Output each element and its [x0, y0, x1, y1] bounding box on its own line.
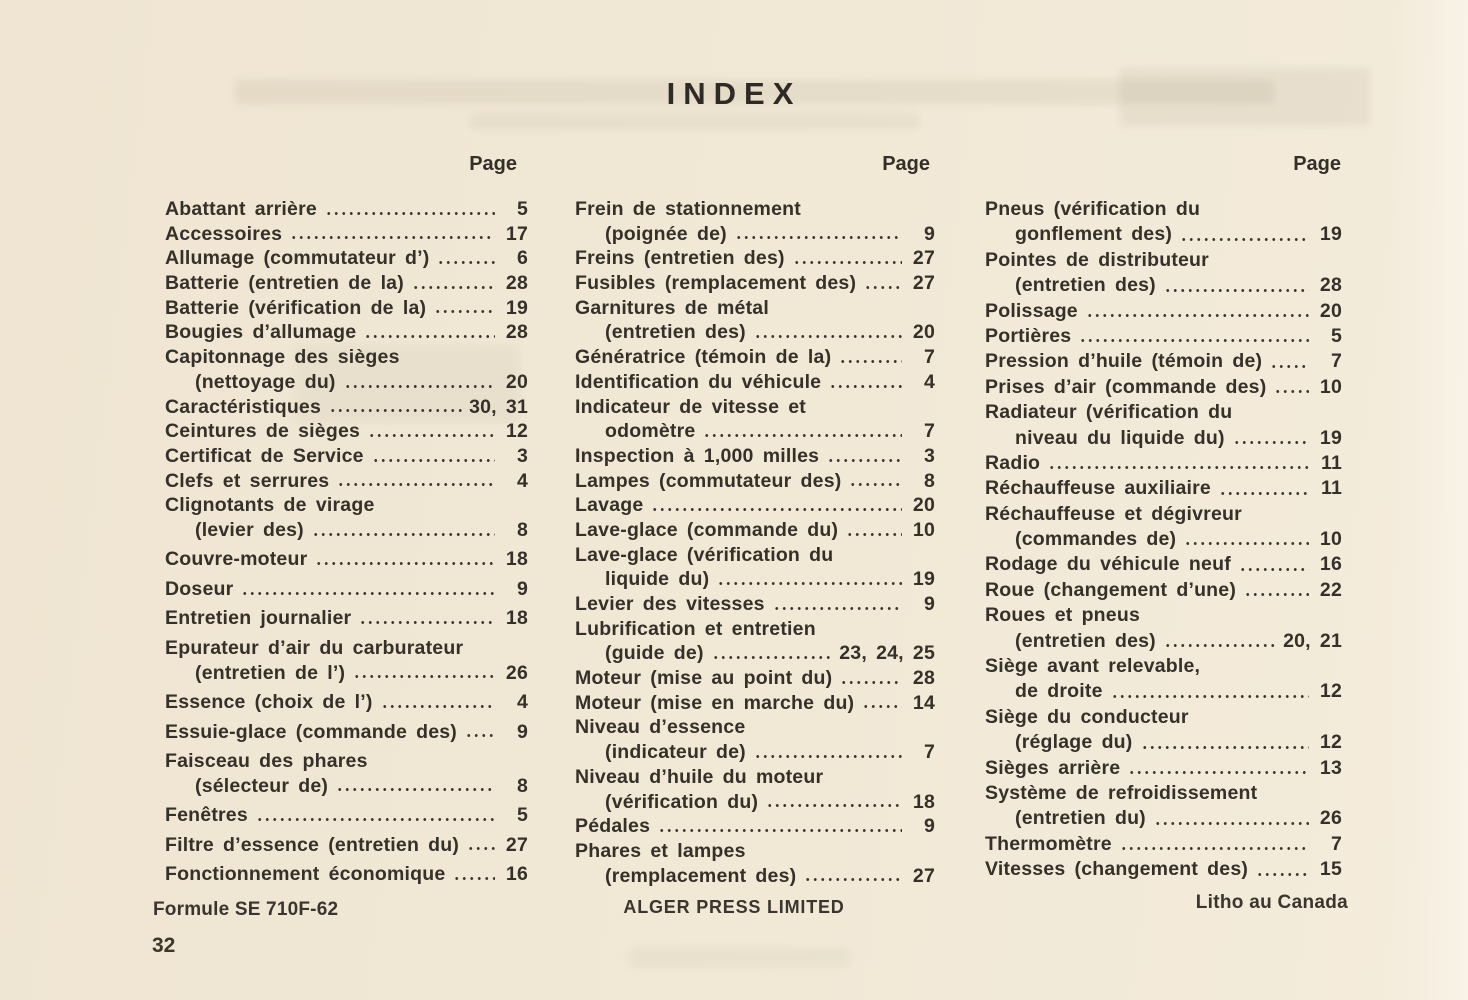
index-entry-row: [985, 502, 1342, 527]
index-entry-row: [575, 715, 935, 740]
index-entry-row: [575, 222, 935, 247]
index-entry-row: [985, 349, 1342, 374]
dot-leader: [467, 833, 495, 858]
page-column-header-2: Page: [882, 153, 930, 175]
dot-leader: [793, 246, 902, 271]
entry-label: Roue (changement d’une): [985, 578, 1237, 601]
index-entry-row: [575, 864, 935, 889]
entry-label: (levier des): [195, 518, 304, 541]
index-entry-row: [575, 469, 935, 494]
dot-leader: [1256, 857, 1309, 882]
index-entry-row: [575, 444, 935, 469]
index-entry-row: [575, 592, 935, 617]
index-entry-row: [165, 493, 528, 518]
entry-page-number: 4: [923, 370, 935, 393]
entry-page-number: 26: [1319, 807, 1342, 830]
dot-leader: [651, 493, 902, 518]
entry-label: Radiateur (vérification du: [985, 401, 1233, 424]
index-entry-row: [985, 324, 1342, 349]
entry-label: Rodage du véhicule neuf: [985, 553, 1231, 576]
index-entry-row: [165, 862, 528, 887]
index-entry-row: [575, 543, 935, 568]
index-entry-row: [165, 320, 528, 345]
entry-page-number: 8: [516, 774, 528, 797]
entry-page-number: 12: [505, 420, 528, 443]
index-entry-row: [165, 444, 528, 469]
entry-label: (entretien du): [1015, 807, 1146, 830]
entry-page-number: 27: [912, 864, 935, 887]
entry-label: Pneus (vérification du: [985, 198, 1201, 220]
index-entry-row: [165, 774, 528, 799]
dot-leader: [735, 222, 902, 247]
dot-leader: [1270, 349, 1309, 374]
entry-label: de droite: [1015, 680, 1103, 703]
entry-label: Caractéristiques: [165, 395, 322, 418]
entry-label: Entretien journalier: [165, 607, 352, 630]
index-entry-row: [575, 691, 935, 716]
index-entry-row: [985, 426, 1342, 451]
dot-leader: [290, 222, 495, 247]
index-entry-row: [165, 271, 528, 296]
index-entry-row: [575, 814, 935, 839]
dot-leader: [1048, 451, 1309, 476]
entry-page-number: 9: [516, 720, 528, 743]
index-entry-row: [985, 578, 1342, 603]
entry-label: Réchauffeuse et dégivreur: [985, 502, 1242, 525]
entry-label: Abattant arrière: [165, 198, 317, 220]
index-entry-row: [985, 476, 1342, 501]
dot-leader: [839, 345, 902, 370]
entry-page-number: 12: [1319, 731, 1342, 754]
entry-page-number: 5: [1330, 324, 1342, 347]
index-entry-row: [165, 469, 528, 494]
index-entry-row: [985, 705, 1342, 730]
dot-leader: [840, 666, 902, 691]
index-entry-row: [575, 641, 935, 666]
entry-label: Niveau d’huile du moteur: [575, 765, 824, 788]
entry-page-number: 30, 31: [469, 395, 528, 418]
index-entry-row: [165, 518, 528, 543]
entry-label: Thermomètre: [985, 832, 1112, 855]
entry-label: Clefs et serrures: [165, 469, 330, 492]
entry-page-number: 11: [1320, 477, 1342, 500]
dot-leader: [827, 444, 902, 469]
entry-label: gonflement des): [1015, 223, 1173, 246]
index-entry-row: [985, 832, 1342, 857]
entry-page-number: 3: [516, 444, 528, 467]
dot-leader: [712, 641, 833, 666]
entry-page-number: 7: [923, 346, 935, 369]
dot-leader: [1219, 476, 1309, 501]
entry-page-number: 28: [1319, 274, 1342, 297]
index-entry-row: [985, 400, 1342, 425]
index-entry-row: [165, 720, 528, 745]
entry-label: Lubrification et entretien: [575, 617, 816, 640]
entry-label: Siège du conducteur: [985, 705, 1189, 728]
entry-page-number: 7: [923, 420, 935, 443]
entry-label: odomètre: [605, 420, 696, 443]
dot-leader: [315, 547, 495, 572]
dot-leader: [437, 246, 495, 271]
index-entry-row: [985, 222, 1342, 247]
entry-page-number: 17: [505, 222, 528, 245]
index-entry-row: [985, 273, 1342, 298]
index-entry-row: [985, 781, 1342, 806]
entry-page-number: 4: [516, 469, 528, 492]
entry-label: Polissage: [985, 299, 1078, 322]
entry-page-number: 26: [505, 661, 528, 684]
entry-page-number: 9: [923, 222, 935, 245]
entry-label: Niveau d’essence: [575, 716, 746, 739]
index-entry-row: [575, 395, 935, 420]
entry-label: Sièges arrière: [985, 756, 1121, 779]
entry-label: (entretien des): [1015, 274, 1156, 297]
entry-page-number: 9: [516, 577, 528, 600]
index-entry-row: [575, 666, 935, 691]
entry-page-number: 6: [516, 247, 528, 270]
entry-page-number: 11: [1320, 451, 1342, 474]
entry-label: Faisceau des phares: [165, 750, 368, 773]
dot-leader: [804, 864, 902, 889]
entry-label: Identification du véhicule: [575, 370, 822, 393]
folio-page-number: 32: [152, 934, 176, 957]
index-entry-row: [165, 547, 528, 572]
index-entry-row: [575, 320, 935, 345]
entry-page-number: 20: [912, 321, 935, 344]
entry-label: Accessoires: [165, 222, 283, 245]
entry-label: (vérification du): [605, 790, 759, 813]
index-column-2: [575, 197, 935, 888]
entry-label: Ceintures de sièges: [165, 420, 361, 443]
dot-leader: [434, 296, 495, 321]
entry-page-number: 4: [516, 691, 528, 714]
index-entry-row: [575, 740, 935, 765]
entry-page-number: 22: [1319, 578, 1342, 601]
entry-label: Moteur (mise en marche du): [575, 691, 855, 714]
entry-label: Pédales: [575, 815, 651, 838]
entry-label: Portières: [985, 324, 1072, 347]
entry-label: (entretien des): [605, 321, 746, 344]
entry-page-number: 27: [912, 272, 935, 295]
entry-label: Frein de stationnement: [575, 198, 801, 220]
dot-leader: [256, 803, 495, 828]
index-entry-row: [165, 833, 528, 858]
entry-label: Lave-glace (commande du): [575, 518, 839, 541]
dot-leader: [353, 661, 495, 686]
entry-label: Essence (choix de l’): [165, 691, 373, 714]
entry-page-number: 15: [1319, 858, 1342, 881]
entry-page-number: 20: [1319, 299, 1342, 322]
entry-label: Levier des vitesses: [575, 593, 765, 615]
dot-leader: [1086, 299, 1309, 324]
dot-leader: [1180, 222, 1309, 247]
entry-label: (guide de): [605, 642, 704, 665]
showthrough-ghost: [630, 948, 850, 968]
entry-page-number: 18: [505, 548, 528, 571]
index-entry-row: [575, 271, 935, 296]
entry-label: Phares et lampes: [575, 839, 746, 862]
entry-page-number: 28: [505, 272, 528, 295]
entry-page-number: 19: [912, 568, 935, 591]
dot-leader: [381, 690, 495, 715]
entry-label: Batterie (vérification de la): [165, 296, 427, 319]
index-entry-row: [165, 577, 528, 602]
dot-leader: [312, 518, 495, 543]
dot-leader: [325, 197, 495, 222]
entry-page-number: 19: [1319, 223, 1342, 246]
entry-label: Filtre d’essence (entretien du): [165, 833, 460, 856]
dot-leader: [846, 518, 902, 543]
index-entry-row: [985, 679, 1342, 704]
entry-page-number: 19: [1319, 426, 1342, 449]
dot-leader: [465, 720, 495, 745]
index-entry-row: [575, 296, 935, 321]
entry-label: Génératrice (témoin de la): [575, 346, 832, 369]
index-column-3: [985, 197, 1342, 883]
dot-leader: [337, 469, 495, 494]
entry-label: Capitonnage des sièges: [165, 346, 400, 369]
footer-form-number: Formule SE 710F-62: [153, 899, 339, 920]
index-entry-row: [575, 419, 935, 444]
entry-page-number: 7: [1330, 832, 1342, 855]
dot-leader: [364, 320, 495, 345]
index-entry-row: [165, 690, 528, 715]
index-entry-row: [985, 654, 1342, 679]
entry-page-number: 7: [923, 741, 935, 764]
index-entry-row: [985, 552, 1342, 577]
entry-page-number: 20: [912, 494, 935, 517]
page-edge-highlight: [1396, 0, 1468, 1000]
entry-page-number: 27: [912, 247, 935, 270]
entry-label: (indicateur de): [605, 741, 746, 764]
dot-leader: [1184, 527, 1309, 552]
index-entry-row: [985, 248, 1342, 273]
index-entry-row: [985, 603, 1342, 628]
index-entry-row: [985, 527, 1342, 552]
dot-leader: [862, 691, 902, 716]
entry-page-number: 10: [1319, 528, 1342, 551]
dot-leader: [1079, 324, 1309, 349]
entry-label: Siège avant relevable,: [985, 655, 1201, 678]
entry-label: (réglage du): [1015, 731, 1133, 754]
index-entry-row: [985, 629, 1342, 654]
dot-leader: [241, 577, 495, 602]
entry-label: (sélecteur de): [195, 774, 329, 797]
entry-label: Lampes (commutateur des): [575, 469, 842, 492]
dot-leader: [849, 469, 902, 494]
entry-page-number: 27: [505, 833, 528, 856]
index-entry-row: [985, 299, 1342, 324]
dot-leader: [1111, 679, 1309, 704]
index-entry-row: [165, 419, 528, 444]
index-entry-row: [575, 790, 935, 815]
index-entry-row: [575, 839, 935, 864]
entry-page-number: 16: [505, 863, 528, 886]
index-entry-row: [165, 636, 528, 661]
entry-label: Vitesses (changement des): [985, 858, 1249, 881]
index-entry-row: [985, 857, 1342, 882]
entry-label: Radio: [985, 451, 1041, 474]
entry-label: liquide du): [605, 568, 710, 591]
entry-page-number: 13: [1319, 756, 1342, 779]
entry-page-number: 20: [505, 370, 528, 393]
entry-page-number: 12: [1319, 680, 1342, 703]
entry-label: Epurateur d’air du carburateur: [165, 636, 464, 659]
entry-page-number: 18: [505, 607, 528, 630]
index-column-1: [165, 197, 528, 887]
dot-leader: [658, 814, 902, 839]
index-entry-row: [165, 749, 528, 774]
entry-page-number: 3: [923, 444, 935, 467]
entry-page-number: 16: [1319, 553, 1342, 576]
index-entry-row: [575, 370, 935, 395]
dot-leader: [336, 774, 495, 799]
entry-page-number: 18: [912, 790, 935, 813]
dot-leader: [344, 370, 495, 395]
page-title: INDEX: [666, 76, 802, 111]
entry-label: (commandes de): [1015, 528, 1177, 551]
entry-label: Réchauffeuse auxiliaire: [985, 477, 1211, 500]
dot-leader: [1164, 629, 1276, 654]
dot-leader: [1239, 552, 1309, 577]
index-entry-row: [575, 518, 935, 543]
index-entry-row: [575, 197, 935, 222]
showthrough-ghost: [470, 113, 920, 129]
entry-label: Lave-glace (vérification du: [575, 543, 834, 566]
entry-page-number: 28: [505, 321, 528, 344]
dot-leader: [864, 271, 902, 296]
dot-leader: [766, 790, 902, 815]
dot-leader: [1233, 426, 1309, 451]
entry-label: Fonctionnement économique: [165, 863, 446, 886]
index-entry-row: [165, 222, 528, 247]
index-entry-row: [575, 493, 935, 518]
entry-label: Allumage (commutateur d’): [165, 247, 430, 270]
dot-leader: [1154, 806, 1309, 831]
index-entry-row: [165, 395, 528, 420]
entry-label: Lavage: [575, 494, 644, 517]
entry-page-number: 10: [912, 518, 935, 541]
dot-leader: [1120, 832, 1309, 857]
dot-leader: [368, 419, 495, 444]
dot-leader: [703, 419, 902, 444]
index-entry-row: [165, 661, 528, 686]
entry-page-number: 28: [912, 667, 935, 690]
index-entry-row: [165, 370, 528, 395]
index-entry-row: [575, 617, 935, 642]
dot-leader: [773, 592, 902, 617]
dot-leader: [829, 370, 902, 395]
entry-label: Batterie (entretien de la): [165, 272, 404, 295]
page-column-header-3: Page: [1293, 153, 1341, 175]
entry-page-number: 9: [923, 593, 935, 615]
index-entry-row: [165, 803, 528, 828]
index-entry-row: [575, 765, 935, 790]
entry-label: Clignotants de virage: [165, 494, 375, 517]
index-entry-row: [985, 730, 1342, 755]
entry-label: Essuie-glace (commande des): [165, 720, 457, 743]
index-entry-row: [165, 606, 528, 631]
footer-litho-note: Litho au Canada: [1195, 892, 1348, 913]
entry-label: Fenêtres: [165, 804, 248, 827]
entry-label: (entretien des): [1015, 629, 1156, 652]
dot-leader: [717, 567, 902, 592]
index-entry-row: [985, 197, 1342, 222]
dot-leader: [754, 740, 902, 765]
dot-leader: [1164, 273, 1309, 298]
entry-page-number: 23, 24, 25: [839, 642, 935, 665]
dot-leader: [412, 271, 495, 296]
entry-label: Système de refroidissement: [985, 781, 1258, 804]
entry-label: Moteur (mise au point du): [575, 667, 833, 690]
index-entry-row: [985, 756, 1342, 781]
dot-leader: [372, 444, 495, 469]
dot-leader: [359, 606, 495, 631]
entry-label: Indicateur de vitesse et: [575, 395, 806, 418]
index-entry-row: [165, 345, 528, 370]
entry-page-number: 14: [912, 691, 935, 714]
entry-label: (entretien de l’): [195, 661, 346, 684]
dot-leader: [1274, 375, 1309, 400]
entry-page-number: 5: [516, 804, 528, 827]
dot-leader: [754, 320, 902, 345]
entry-page-number: 9: [923, 815, 935, 838]
entry-label: Bougies d’allumage: [165, 321, 357, 344]
entry-label: (nettoyage du): [195, 370, 336, 393]
entry-label: Pression d’huile (témoin de): [985, 350, 1263, 373]
dot-leader: [329, 395, 462, 420]
entry-label: Certificat de Service: [165, 444, 364, 467]
entry-page-number: 19: [505, 296, 528, 319]
index-entry-row: [575, 345, 935, 370]
dot-leader: [1141, 730, 1310, 755]
index-entry-row: [985, 451, 1342, 476]
entry-page-number: 8: [923, 469, 935, 492]
entry-label: Doseur: [165, 577, 234, 600]
index-entry-row: [575, 246, 935, 271]
entry-label: (poignée de): [605, 222, 727, 245]
index-entry-row: [165, 296, 528, 321]
entry-label: Garnitures de métal: [575, 296, 769, 319]
entry-label: Fusibles (remplacement des): [575, 272, 857, 295]
entry-page-number: 10: [1319, 375, 1342, 398]
entry-page-number: 7: [1330, 350, 1342, 373]
index-entry-row: [575, 567, 935, 592]
index-entry-row: [985, 375, 1342, 400]
entry-label: (remplacement des): [605, 864, 797, 887]
entry-label: Prises d’air (commande des): [985, 375, 1267, 398]
entry-label: Freins (entretien des): [575, 247, 785, 270]
entry-label: Roues et pneus: [985, 604, 1140, 627]
entry-label: Inspection à 1,000 milles: [575, 444, 820, 467]
dot-leader: [1244, 578, 1309, 603]
entry-label: Pointes de distributeur: [985, 248, 1209, 271]
entry-label: niveau du liquide du): [1015, 426, 1225, 449]
index-entry-row: [985, 806, 1342, 831]
footer-printer-name: ALGER PRESS LIMITED: [623, 897, 845, 917]
index-entry-row: [165, 246, 528, 271]
entry-page-number: 20, 21: [1283, 629, 1342, 652]
dot-leader: [1128, 756, 1309, 781]
index-entry-row: [165, 197, 528, 222]
entry-label: Couvre-moteur: [165, 548, 308, 571]
entry-page-number: 8: [516, 518, 528, 541]
page-column-header-1: Page: [469, 153, 517, 175]
entry-page-number: 5: [516, 198, 528, 220]
dot-leader: [453, 862, 495, 887]
